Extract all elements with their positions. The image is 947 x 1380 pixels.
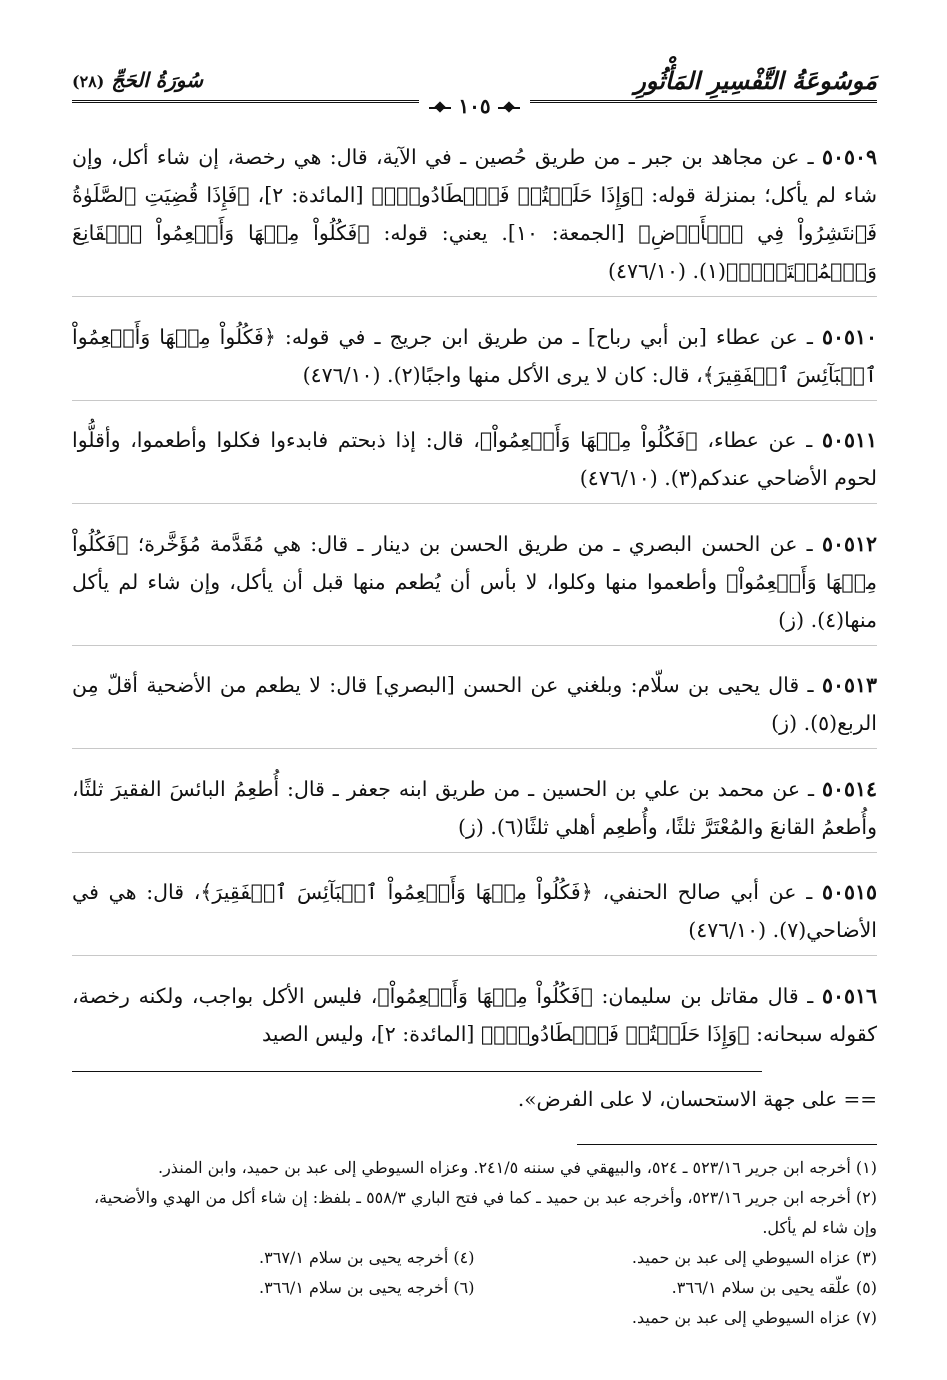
entry-number: ٥٠٥١٤ bbox=[821, 776, 877, 801]
entry-text: ـ قال يحيى بن سلّام: وبلغني عن الحسن [البصري] قال: لا يطعم من الأضحية أقلّ مِن الربع(٥). (ز) bbox=[72, 673, 877, 735]
entry-50516 bbox=[72, 977, 877, 1059]
book-title: مَوسُوعَةُ التَّفْسِيرِ المَأْثُورِ bbox=[634, 66, 877, 95]
entry-text: ـ عن مجاهد بن جبر ـ من طريق حُصين ـ في الآية، قال: هي رخصة، إن شاء أكل، وإن شاء لم يأكل؛ بمنزلة قوله: ﴿وَإِذَا حَلَلۡتُمۡ فَٱصۡطَادُواْۚ﴾ [المائدة: ٢]، ﴿فَإِذَا قُضِيَتِ ٱلصَّلَوٰةُ فَٱنتَشِرُواْ فِي ٱلۡأَرۡضِ﴾ [الجمعة: ١٠]. يعني: قوله: ﴿فَكُلُواْ مِنۡهَا وَأَطۡعِمُواْ ٱلۡقَانِعَ وَٱلۡمُعۡتَرَّۚ﴾(١). (٤٧٦/١٠) bbox=[72, 145, 878, 283]
page bbox=[72, 60, 877, 1333]
ornament-icon bbox=[498, 103, 520, 113]
running-header bbox=[72, 60, 877, 118]
footnote-1: (١) أخرجه ابن جرير ٥٢٣/١٦ ـ ٥٢٤، والبيهقي في سننه ٢٤١/٥. وعزاه السيوطي إلى عبد بن حميد، وابن المنذر. bbox=[157, 1157, 877, 1177]
entry-50512 bbox=[72, 525, 877, 646]
footnote-7: (٧) عزاه السيوطي إلى عبد بن حميد. bbox=[631, 1307, 877, 1327]
footnote-row bbox=[72, 1243, 877, 1273]
footnote-row bbox=[72, 1273, 877, 1303]
entry-50515 bbox=[72, 873, 877, 956]
footnote-6: (٦) أخرجه يحيى بن سلام ٣٦٦/١. bbox=[259, 1277, 475, 1297]
entry-number: ٥٠٥١٦ bbox=[821, 983, 877, 1008]
footnote-4: (٤) أخرجه يحيى بن سلام ٣٦٧/١. bbox=[259, 1247, 475, 1267]
surah-number: (٢٨) bbox=[72, 72, 105, 91]
entry-50513 bbox=[72, 666, 877, 749]
entry-text: ـ قال مقاتل بن سليمان: ﴿فَكُلُواْ مِنۡهَا وَأَطۡعِمُواْ﴾، فليس الأكل بواجب، ولكنه رخصة، كقوله سبحانه: ﴿وَإِذَا حَلَلۡتُمۡ فَٱصۡطَادُواْۚ﴾ [المائدة: ٢]، وليس الصيد bbox=[72, 983, 877, 1046]
footnote-3: (٣) عزاه السيوطي إلى عبد بن حميد. bbox=[631, 1247, 877, 1267]
entry-number: ٥٠٥١١ bbox=[821, 428, 877, 452]
footnote-5: (٥) علّقه يحيى بن سلام ٣٦٦/١. bbox=[671, 1277, 877, 1297]
entry-text: ـ عن محمد بن علي بن الحسين ـ من طريق ابنه جعفر ـ قال: أُطعِمُ البائسَ الفقيرَ ثلثًا، وأُطعمُ القانعَ والمُعْتَرَّ ثلثًا، وأُطعِم أهلي ثلثًا(٦). (ز) bbox=[72, 776, 877, 839]
entry-50510 bbox=[72, 318, 877, 401]
entry-text: ـ عن عطاء، ﴿فَكُلُواْ مِنۡهَا وَأَطۡعِمُواْ﴾، قال: إذا ذبحتم فابدءوا فكلوا وأطعموا، وأقلُّوا لحوم الأضاحي عندكم(٣). (٤٧٦/١٠) bbox=[72, 428, 877, 490]
entry-text: ـ عن عطاء [بن أبي رباح] ـ من طريق ابن جريج ـ في قوله: ﴿فَكُلُواْ مِنۡهَا وَأَطۡعِمُواْ ٱلۡبَآئِسَ ٱلۡفَقِيرَ﴾، قال: كان لا يرى الأكل منها واجبًا(٢). (٤٧٦/١٠) bbox=[72, 324, 877, 387]
commentary-separator bbox=[72, 1071, 762, 1072]
ornament-icon bbox=[429, 103, 451, 113]
page-number-wrap bbox=[72, 94, 877, 118]
surah-name: سُورَةُ الحَجِّ bbox=[111, 68, 203, 92]
entry-50511 bbox=[72, 421, 877, 504]
footnote-separator bbox=[577, 1144, 877, 1145]
entry-text: ـ عن أبي صالح الحنفي، ﴿فَكُلُواْ مِنۡهَا وَأَطۡعِمُواْ ٱلۡبَآئِسَ ٱلۡفَقِيرَ﴾، قال: هي في الأضاحي(٧). (٤٧٦/١٠) bbox=[72, 880, 877, 942]
entry-number: ٥٠٥١٥ bbox=[821, 880, 877, 904]
entry-number: ٥٠٥١٠ bbox=[821, 324, 877, 349]
surah-label bbox=[72, 68, 203, 92]
entry-50514 bbox=[72, 770, 877, 853]
footnotes bbox=[72, 1153, 877, 1333]
entry-50509 bbox=[72, 138, 877, 297]
entry-number: ٥٠٥١٢ bbox=[821, 531, 877, 556]
footnote-2: (٢) أخرجه ابن جرير ٥٢٣/١٦، وأخرجه عبد بن حميد ـ كما في فتح الباري ٥٥٨/٣ ـ بلفظ: إن شاء أكل من الهدي والأضحية، وإن شاء لم يأكل. bbox=[93, 1187, 877, 1237]
entry-number: ٥٠٥٠٩ bbox=[821, 145, 877, 169]
entries bbox=[72, 138, 877, 1059]
commentary-continuation: == على جهة الاستحسان، لا على الفرض». bbox=[517, 1086, 877, 1111]
entry-text: ـ عن الحسن البصري ـ من طريق الحسن بن دينار ـ قال: هي مُقَدَّمة مُؤَخَّرة؛ ﴿فَكُلُواْ مِنۡهَا وَأَطۡعِمُواْ﴾ وأطعموا منها وكلوا، لا بأس أن يُطعم منها قبل أن يأكل، وإن شاء لم يأكل منها(٤). (ز) bbox=[72, 531, 877, 632]
entry-number: ٥٠٥١٣ bbox=[821, 673, 877, 697]
page-number: ١٠٥ bbox=[458, 94, 491, 118]
